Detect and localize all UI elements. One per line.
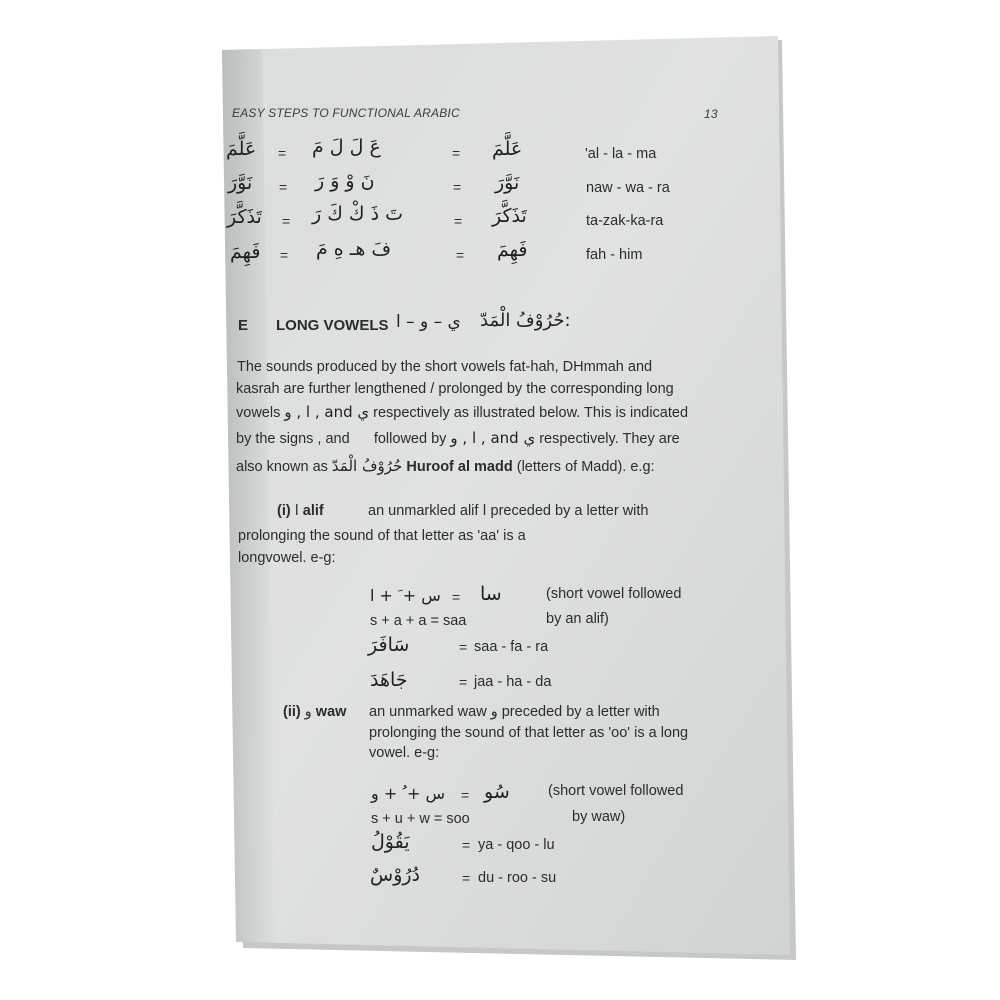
- paragraph-line: The sounds produced by the short vowels fat-hah, DHmmah and: [237, 359, 653, 375]
- waw-example-note: (short vowel followed: [548, 783, 684, 799]
- equals-sign: =: [459, 639, 468, 655]
- waw-example-word: يَقُوْلُ: [371, 831, 410, 853]
- equals-sign: =: [280, 247, 289, 263]
- equals-sign: =: [278, 145, 287, 161]
- section-title-arabic: حُرُوْفُ الْمَدّ:: [480, 310, 571, 331]
- arabic-joined-word: نَوَّرَ: [228, 172, 253, 194]
- section-letter: E: [238, 317, 249, 334]
- equals-sign: =: [279, 179, 288, 195]
- arabic-word: فَهِمَ: [497, 239, 528, 261]
- waw-description: prolonging the sound of that letter as 'oo' is a long: [369, 725, 689, 741]
- paragraph-line: also known as حُرُوْفُ الْمَدّ Huroof al madd (letters of Madd). e.g:: [236, 457, 655, 475]
- paragraph-line: vowels ا , و , and ي respectively as illustrated below. This is indicated: [236, 403, 689, 421]
- arabic-split-syllables: فَ هـ هِ مَ: [316, 238, 392, 260]
- alif-description: an unmarkled alif ا preceded by a letter with: [368, 503, 649, 519]
- transliteration: ta-zak-ka-ra: [586, 213, 664, 229]
- arabic-joined-word: عَلَّمَ: [226, 138, 257, 160]
- waw-description: an unmarked waw و preceded by a letter with: [369, 704, 660, 720]
- transliteration: naw - wa - ra: [586, 180, 670, 196]
- equals-sign: =: [459, 674, 468, 690]
- waw-example-translit: s + u + w = soo: [371, 811, 470, 827]
- alif-example-translit: jaa - ha - da: [474, 674, 552, 690]
- equals-sign: =: [461, 787, 470, 803]
- arabic-word: نَوَّرَ: [495, 172, 520, 194]
- alif-example-translit: saa - fa - ra: [474, 639, 549, 655]
- alif-description: prolonging the sound of that letter as 'aa' is a: [238, 528, 526, 544]
- arabic-split-syllables: عَ لَ لَ مَ: [312, 136, 381, 158]
- alif-description: longvowel. e-g:: [238, 550, 336, 566]
- long-vowel-letters: ا , و , and ي: [450, 429, 536, 447]
- alif-example-translit: s + a + a = saa: [370, 613, 467, 629]
- equals-sign: =: [452, 145, 461, 161]
- arabic-split-syllables: تَ ذَ كْ كَ رَ: [312, 203, 404, 225]
- paragraph-line: by the signs , and followed by ا , و , and ي respectively. They are: [236, 429, 680, 447]
- alif-example-note: by an alif): [546, 611, 609, 627]
- waw-example-formula: س + ُ + و: [371, 784, 446, 803]
- section-letters-arabic: ي – و – ا: [396, 312, 461, 332]
- equals-sign: =: [452, 589, 461, 605]
- huroof-al-madd-arabic: حُرُوْفُ الْمَدّ: [331, 457, 403, 475]
- book-page: [222, 36, 790, 955]
- transliteration: fah - him: [586, 247, 643, 263]
- equals-sign: =: [456, 247, 465, 263]
- waw-example-word: دُرُوْسٌ: [370, 864, 421, 886]
- waw-example-note: by waw): [572, 809, 626, 825]
- equals-sign: =: [453, 179, 462, 195]
- waw-item-label: (ii) و waw: [283, 704, 347, 720]
- equals-sign: =: [454, 213, 463, 229]
- paragraph-line: kasrah are further lengthened / prolonged by the corresponding long: [236, 381, 674, 397]
- alif-example-word: جَاهَدَ: [370, 669, 408, 691]
- equals-sign: =: [462, 837, 471, 853]
- arabic-split-syllables: نَ وْ وَ رَ: [315, 170, 375, 192]
- alif-example-note: (short vowel followed: [546, 586, 682, 602]
- arabic-word: عَلَّمَ: [492, 138, 523, 160]
- arabic-joined-word: فَهِمَ: [230, 241, 261, 263]
- long-vowel-letters: ا , و , and ي: [284, 403, 370, 421]
- alif-example-word: سَافَرَ: [368, 634, 410, 656]
- equals-sign: =: [462, 870, 471, 886]
- transliteration: 'al - la - ma: [585, 146, 657, 162]
- page-number: 13: [704, 107, 718, 121]
- alif-example-result: سا: [480, 583, 502, 605]
- book-title: EASY STEPS TO FUNCTIONAL ARABIC: [232, 106, 460, 120]
- waw-example-result: سُو: [484, 781, 510, 803]
- waw-example-translit: ya - qoo - lu: [478, 837, 555, 853]
- waw-example-translit: du - roo - su: [478, 870, 557, 886]
- equals-sign: =: [282, 213, 291, 229]
- arabic-word: تَذَكَّرَ: [492, 205, 527, 227]
- alif-item-label: (i) ا alif: [277, 503, 324, 519]
- waw-description: vowel. e-g:: [369, 745, 440, 761]
- section-title: LONG VOWELS: [276, 317, 389, 334]
- arabic-joined-word: تَذَكَّرَ: [227, 206, 262, 228]
- alif-example-formula: س + َ + ا: [370, 586, 441, 605]
